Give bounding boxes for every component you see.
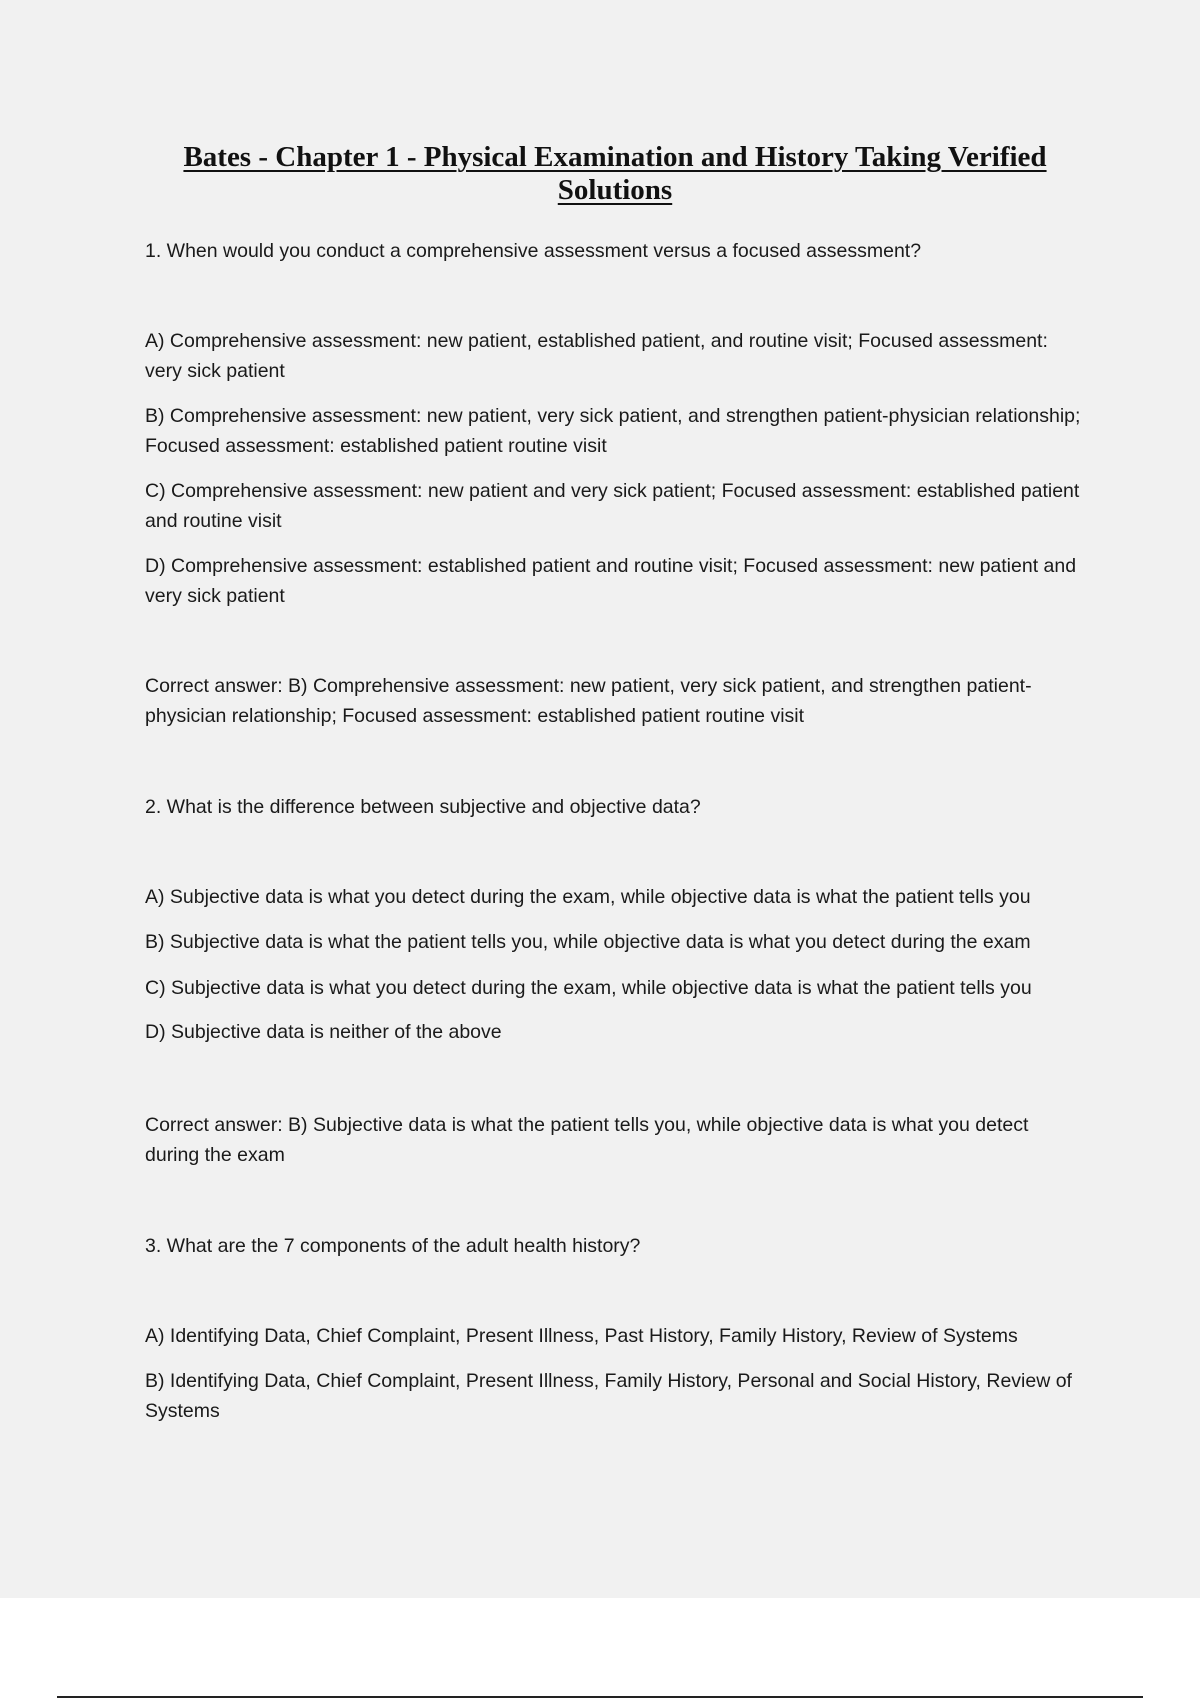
q1-option-c: C) Comprehensive assessment: new patient and very sick patient; Focused assessment: established patient and routine visit bbox=[145, 480, 1080, 532]
page-title bbox=[145, 141, 1085, 207]
q2-option-d: D) Subjective data is neither of the above bbox=[145, 1021, 502, 1043]
q3-option-a: A) Identifying Data, Chief Complaint, Present Illness, Past History, Family History, Review of Systems bbox=[145, 1325, 1018, 1347]
question-1: 1. When would you conduct a comprehensive assessment versus a focused assessment? bbox=[145, 240, 922, 262]
q2-option-b: B) Subjective data is what the patient tells you, while objective data is what you detect during the exam bbox=[145, 931, 1031, 953]
question-2: 2. What is the difference between subjective and objective data? bbox=[145, 796, 701, 818]
q2-correct-answer: Correct answer: B) Subjective data is what the patient tells you, while objective data is what you detect during the exam bbox=[145, 1114, 1029, 1166]
q1-option-d: D) Comprehensive assessment: established patient and routine visit; Focused assessment: new patient and very sick patient bbox=[145, 555, 1077, 607]
question-3: 3. What are the 7 components of the adult health history? bbox=[145, 1235, 641, 1257]
q2-option-a: A) Subjective data is what you detect during the exam, while objective data is what the patient tells you bbox=[145, 886, 1031, 908]
q1-option-b: B) Comprehensive assessment: new patient, very sick patient, and strengthen patient-physician relationship; Focused assessment: established patient routine visit bbox=[145, 405, 1081, 457]
q2-option-c: C) Subjective data is what you detect during the exam, while objective data is what the patient tells you bbox=[145, 977, 1032, 999]
q1-option-a: A) Comprehensive assessment: new patient, established patient, and routine visit; Focused assessment: very sick patient bbox=[145, 330, 1048, 382]
title-line-2: Solutions bbox=[557, 174, 673, 206]
q3-option-b: B) Identifying Data, Chief Complaint, Present Illness, Family History, Personal and Social History, Review of Systems bbox=[145, 1370, 1072, 1422]
footer-divider bbox=[57, 1696, 1143, 1698]
title-line-1: Bates - Chapter 1 - Physical Examination and History Taking Verified bbox=[183, 141, 1047, 173]
q1-correct-answer: Correct answer: B) Comprehensive assessment: new patient, very sick patient, and strengthen patient-physician relationship; Focused assessment: established patient routine visit bbox=[145, 675, 1032, 727]
